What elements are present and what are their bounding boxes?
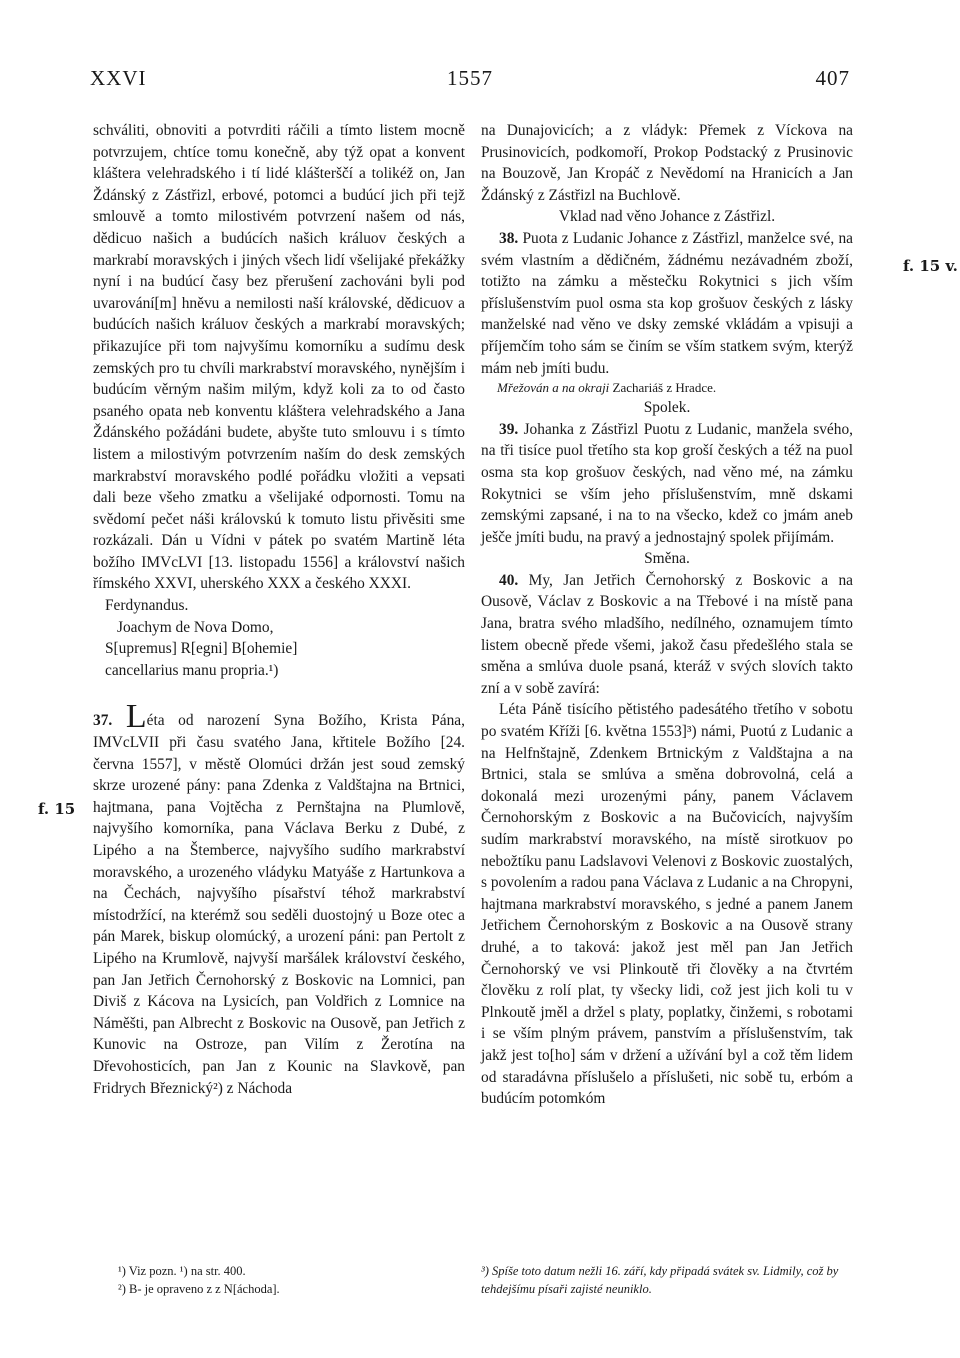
entry-37 <box>93 698 465 1099</box>
folio-mark-right: f. 15 v. <box>903 257 958 275</box>
entry-text: Johanka z Zástřizl Puotu z Ludanic, manžela svého, na tři tisíce puol třetího sta kop groší českých a též na puol osma sta kop grošuov českých, nad věno mé, na zámku Rokytnici se vším jeho příslušenstvím, mně dskami zemskými zapsané, i na to na všecko, kdež co jmám aneb ješče jmíti budu, na pravý a jednostajný spolek přijímám. <box>481 420 853 546</box>
section-heading: Směna. <box>644 550 690 568</box>
entry-text: éta od narození Syna Božího, Krista Pána, IMVcLVII při času svatého Jana, křtitele Božího [24. června 1557], v městě Olomúci držán jest soud zemský skrze urozené pány: pana Zdenka z Valdštajna na Brtnici, hajtmana, pana Vojtěcha z Pernštajna na Plumlově, najvyšího komorníka, pana Václava Berku z Dubé, z Lipého a na Štemberce, najvyšího sudího markrabství moravského, a urozeného vládyku Matyáše z Hartunkova a na Čechách, najvyšího písařství téhož markrabství místodržící, na kterémž sou seděli duostojný u Boze otec a pán Marek, biskup olomúcký, a urození páni: pan Pertolt z Lipého na Krumlově, najvyší maršálek království českého, pan Jan Jetřich Černohorský z Boskovic na Lomnici, pan Diviš z Kácova na Lysicích, pan Voldřich z Lomnice na Náměšti, pan Albrecht z Boskovic na Ousově, pan Jetřich z Kunovic na Ostroze, pan Vilím z Žerotína na Dřevohosticích, pan Jan z Kounic na Slavkově, pan Fridrych Březnický²) z Náchoda <box>93 712 465 1097</box>
drop-capital: L <box>125 698 147 736</box>
paragraph-continuation: na Dunajovicích; a z vládyk: Přemek z Víckova na Prusinovicích, podkomoří, Prokop Podstacký z Prusinovic na Bouzově, Jan Kropáč z Nevědomí na Hranicích a Jan Ždánský z Zástřizl na Buchlově. <box>481 122 853 204</box>
footnotes-left <box>118 1262 463 1298</box>
page-number: 407 <box>815 66 850 90</box>
footnotes-right <box>481 1262 853 1298</box>
left-column <box>93 120 465 1099</box>
volume-number: XXVI <box>90 66 147 90</box>
signature-line: S[upremus] R[egni] B[ohemie] <box>105 640 298 658</box>
entry-number: 40. <box>499 571 519 589</box>
entry-number: 39. <box>499 420 519 438</box>
entry-40 <box>481 570 853 700</box>
section-heading: Vklad nad věno Johance z Zástřizl. <box>558 208 776 226</box>
note-text: Mřežován a na okraji <box>497 380 610 396</box>
entry-number: 37. <box>93 712 113 730</box>
paragraph-continuation: schváliti, obnoviti a potvrditi ráčili a tímto listem mocně potvrzujem, chtíce tomu konečně, aby týž opat a konvent kláštera velehradského i tí lidé klášterščí a tolikéž on, Jan Ždánský z Zástřizl, erbové, potomci a budúcí jich při tejž smlouvě a tomto milostivém potvrzení našem od nás, dědicuo našich a budúcích našich králuov českých a markrabí moravských i jiných všech lidí všelijaké překážky nyní i na budúcí časy bez přerušení zachováni byli pod uvarování[m] hněvu a nemilosti naší královské, dědicuov a budúcích našich králuov českých a markrabí moravských; přikazujíce při tom najvyšímu komorníku a sudímu desk zemských pro tu chvíli markrabství moravského, nynějším i budúcím věrným našim milým, když koli za to od často psaného opata neb konventu kláštera velehradského a Jana Ždánského požádáni budete, abyšte tuto smlouvu i s tímto listem a milostivým potvrzením naším do desk zemských markrabství moravského podlé pořádku vložiti a vepsati dali beze všeho zmatku a všelijaké odpornosti. Tomu na svědomí pečet náši královskú k tomuto listu přivěsiti sme rozkázali. Dán u Vídni v pátek po svatém Martině léta božího IMVcLVI [13. listopadu 1556] a království našich římského XXVI, uherského XXX a českého XXXI. <box>93 122 465 593</box>
footnote: ¹) Viz pozn. ¹) na str. 400. <box>118 1264 246 1278</box>
signature-line: Joachym de Nova Domo, <box>117 618 274 636</box>
section-heading: Spolek. <box>643 399 691 417</box>
running-header <box>90 66 850 100</box>
right-column <box>481 120 853 1110</box>
editorial-note <box>481 379 853 397</box>
entry-text: Puota z Ludanic Johance z Zástřizl, manželce své, na svém vlastním a dědičném, žádnému nezávadném zboží, totižto na zámku a městečku Rokytnici s jich vším příslušenstvím puol osma sta kop grošuov českých z lásky manželské nad věno ve dsky zemské vkládám a vpisuji a příjemčím toho sám se činím se vším statkem svým, kterýž mám neb jmíti budu. <box>481 229 853 377</box>
footnote: ²) B- je opraveno z z N[áchoda]. <box>118 1282 280 1296</box>
footnote: ³) Spíše toto datum nežli 16. září, kdy připadá svátek sv. Lidmily, což by tehdejšímu písaři zajisté neuniklo. <box>481 1264 839 1296</box>
entry-39 <box>481 419 853 549</box>
signature-line: cancellarius manu propria.¹) <box>105 661 279 679</box>
note-name: Zachariáš z Hradce. <box>612 380 717 396</box>
quoted-charter: Léta Páně tisícího pětistého padesátého třetího v sobotu po svatém Kříži [6. května 1553]³) námi, Puotú z Ludanic a na Helfnštajně, Zdenkem Brtnickým z Valdštajna a na Brtnici, stala se smlúva a směna dobrovolná, celá a dokonalá mezi urozenými pány, panem Václavem Černohorským z Boskovic a na Bučovicích, najvyším sudím markrabství moravského, na místě sirotkuov po nebožtíku panu Ladslavovi Velenovi z Boskovic zuostalých, s povolením a radou pana Václava z Ludanic a na Chropyni, hajtmana markrabství moravského, s jedné a panem Janem Jetřichem Černohorským z Boskovic a na Ousově strany druhé, a to taková: jakož jest měl pan Jan Jetřich Černohorský ve vsi Plinkoutě tři člověky a na čtvrtém člověku z rolí plat, ty všecky lidi, což jest jich koli tu v Plnkoutě jměl a držel s platy, poplatky, činžemi, s robotami i se vším plným právem, panstvím a příslušenstvím, tak jakž jest to[ho] sám v držení a užívání byl a což těm lidem od staradávna příslušelo a příslušeti, nic sobě tu, erbóm a budúcím potomkóm <box>481 701 853 1108</box>
signature-line: Ferdynandus. <box>105 597 189 615</box>
entry-text: My, Jan Jetřich Černohorský z Boskovic a na Ousově, Václav z Boskovic a na Třebové i na místě pana Jana, bratra svého mladšího, nedílného, oznamujem tímto listem obecně přede všemi, jakož času předešlého stala se směna a smlúva duole psaná, kteráž v svých slovích takto zní a v sobě zavírá: <box>481 571 853 697</box>
folio-mark-left: f. 15 <box>38 800 76 818</box>
entry-38 <box>481 228 853 379</box>
year-heading: 1557 <box>447 66 493 90</box>
entry-number: 38. <box>499 229 519 247</box>
